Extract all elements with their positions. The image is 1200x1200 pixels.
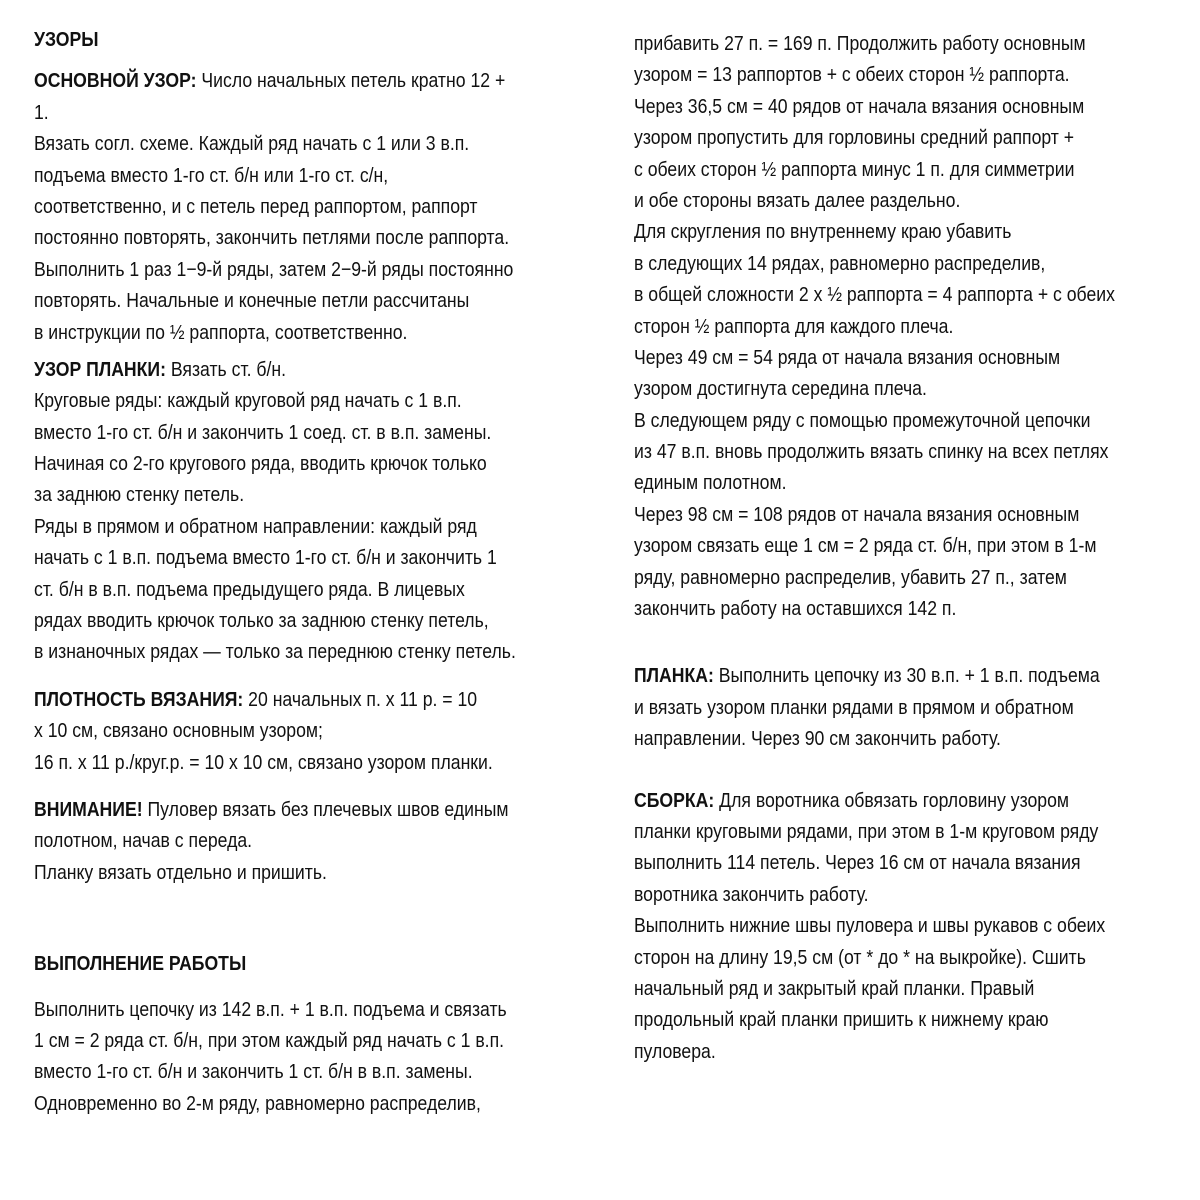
text-line: за заднюю стенку петель. bbox=[34, 483, 245, 507]
text-line: 16 п. х 11 р./круг.р. = 10 х 10 см, связано узором планки. bbox=[34, 750, 493, 774]
text-line: Выполнить цепочку из 142 в.п. + 1 в.п. подъема и связать bbox=[34, 997, 507, 1021]
text-line: подъема вместо 1-го ст. б/н или 1-го ст. с/н, bbox=[34, 163, 389, 187]
text-line: Начиная со 2-го кругового ряда, вводить крючок только bbox=[34, 452, 487, 476]
band-pattern-text: Вязать ст. б/н. bbox=[165, 357, 287, 381]
work-section bbox=[34, 994, 516, 1120]
text-line: выполнить 114 петель. Через 16 см от начала вязания bbox=[634, 851, 1081, 875]
main-pattern-text: Число начальных петель кратно 12 + bbox=[196, 69, 506, 93]
text-line: направлении. Через 90 см закончить работу. bbox=[634, 727, 1001, 751]
text-line: в общей сложности 2 х ½ раппорта = 4 раппорта + с обеих bbox=[634, 283, 1115, 307]
text-line: Через 36,5 см = 40 рядов от начала вязания основным bbox=[634, 94, 1085, 118]
text-line: 1. bbox=[34, 100, 49, 124]
text-line: Выполнить нижние швы пуловера и швы рукавов с обеих bbox=[634, 914, 1106, 938]
text-line: начать с 1 в.п. подъема вместо 1-го ст. б/н и закончить 1 bbox=[34, 546, 497, 570]
main-pattern-section bbox=[34, 65, 516, 348]
text-line: в изнаночных рядах — только за переднюю стенку петель. bbox=[34, 640, 516, 664]
text-line: планки круговыми рядами, при этом в 1-м круговом ряду bbox=[634, 819, 1099, 843]
text-line: закончить работу на оставшихся 142 п. bbox=[634, 597, 957, 621]
density-text: 20 начальных п. х 11 р. = 10 bbox=[243, 687, 478, 711]
patterns-heading: УЗОРЫ bbox=[34, 28, 99, 51]
right-column bbox=[634, 28, 1115, 1067]
text-line: Вязать согл. схеме. Каждый ряд начать с 1 или 3 в.п. bbox=[34, 132, 470, 156]
text-line: вместо 1-го ст. б/н и закончить 1 соед. ст. в в.п. замены. bbox=[34, 420, 492, 444]
text-line: воротника закончить работу. bbox=[634, 882, 869, 906]
text-line: Круговые ряды: каждый круговой ряд начать с 1 в.п. bbox=[34, 389, 462, 413]
text-line: полотном, начав с переда. bbox=[34, 829, 253, 853]
text-line: и вязать узором планки рядами в прямом и обратном bbox=[634, 695, 1074, 719]
text-line: Ряды в прямом и обратном направлении: каждый ряд bbox=[34, 514, 477, 538]
text-line: ст. б/н в в.п. подъема предыдущего ряда. В лицевых bbox=[34, 577, 465, 601]
text-line: из 47 в.п. вновь продолжить вязать спинку на всех петлях bbox=[634, 440, 1109, 464]
text-line: вместо 1-го ст. б/н и закончить 1 ст. б/н в в.п. замены. bbox=[34, 1060, 473, 1084]
assembly-section bbox=[634, 785, 1115, 1068]
work-heading: ВЫПОЛНЕНИЕ РАБОТЫ bbox=[34, 952, 247, 976]
text-line: сторон ½ раппорта для каждого плеча. bbox=[634, 314, 954, 338]
text-line: ряду, равномерно распределив, убавить 27 п., затем bbox=[634, 565, 1067, 589]
text-line: В следующем ряду с помощью промежуточной цепочки bbox=[634, 408, 1091, 432]
text-line: узором достигнута середина плеча. bbox=[634, 377, 927, 401]
density-section bbox=[34, 684, 516, 778]
text-line: узором связать еще 1 см = 2 ряда ст. б/н, при этом в 1-м bbox=[634, 534, 1097, 558]
main-pattern-label: ОСНОВНОЙ УЗОР: bbox=[34, 69, 197, 93]
text-line: постоянно повторять, закончить петлями после раппорта. bbox=[34, 226, 510, 250]
text-line: сторон на длину 19,5 см (от * до * на выкройке). Сшить bbox=[634, 945, 1086, 969]
text-line: Через 98 см = 108 рядов от начала вязания основным bbox=[634, 502, 1080, 526]
text-line: повторять. Начальные и конечные петли рассчитаны bbox=[34, 289, 470, 313]
density-label: ПЛОТНОСТЬ ВЯЗАНИЯ: bbox=[34, 687, 244, 711]
text-line: узором = 13 раппортов + с обеих сторон ½ раппорта. bbox=[634, 63, 1070, 87]
text-line: продольный край планки пришить к нижнему краю bbox=[634, 1008, 1049, 1032]
text-line: рядах вводить крючок только за заднюю стенку петель, bbox=[34, 609, 489, 633]
text-line: Через 49 см = 54 ряда от начала вязания основным bbox=[634, 345, 1061, 369]
work-continued-section bbox=[634, 28, 1115, 624]
text-line: узором пропустить для горловины средний раппорт + bbox=[634, 126, 1075, 150]
text-line: и обе стороны вязать далее раздельно. bbox=[634, 188, 961, 212]
text-line: Планку вязать отдельно и пришить. bbox=[34, 860, 327, 884]
text-line: пуловера. bbox=[634, 1039, 716, 1063]
text-line: соответственно, и с петель перед раппортом, раппорт bbox=[34, 194, 478, 218]
text-line: х 10 см, связано основным узором; bbox=[34, 719, 323, 743]
band-pattern-section bbox=[34, 354, 516, 668]
text-line: единым полотном. bbox=[634, 471, 787, 495]
band-section bbox=[634, 660, 1115, 754]
band-label: ПЛАНКА: bbox=[634, 664, 714, 688]
text-line: Одновременно во 2-м ряду, равномерно распределив, bbox=[34, 1091, 481, 1115]
text-line: Выполнить 1 раз 1−9-й ряды, затем 2−9-й ряды постоянно bbox=[34, 257, 514, 281]
text-line: 1 см = 2 ряда ст. б/н, при этом каждый ряд начать с 1 в.п. bbox=[34, 1028, 505, 1052]
text-line: в следующих 14 рядах, равномерно распределив, bbox=[634, 251, 1046, 275]
attention-text: Пуловер вязать без плечевых швов единым bbox=[142, 797, 509, 821]
attention-label: ВНИМАНИЕ! bbox=[34, 797, 143, 821]
text-line: с обеих сторон ½ раппорта минус 1 п. для симметрии bbox=[634, 157, 1075, 181]
text-line: в инструкции по ½ раппорта, соответственно. bbox=[34, 320, 408, 344]
text-line: начальный ряд и закрытый край планки. Правый bbox=[634, 976, 1035, 1000]
band-text: Выполнить цепочку из 30 в.п. + 1 в.п. подъема bbox=[713, 664, 1100, 688]
assembly-label: СБОРКА: bbox=[634, 788, 715, 812]
assembly-text: Для воротника обвязать горловину узором bbox=[714, 788, 1069, 812]
text-line: прибавить 27 п. = 169 п. Продолжить работу основным bbox=[634, 32, 1086, 55]
text-line: Для скругления по внутреннему краю убавить bbox=[634, 220, 1012, 244]
band-pattern-label: УЗОР ПЛАНКИ: bbox=[34, 357, 166, 381]
left-column bbox=[34, 24, 516, 1119]
attention-section bbox=[34, 794, 516, 888]
